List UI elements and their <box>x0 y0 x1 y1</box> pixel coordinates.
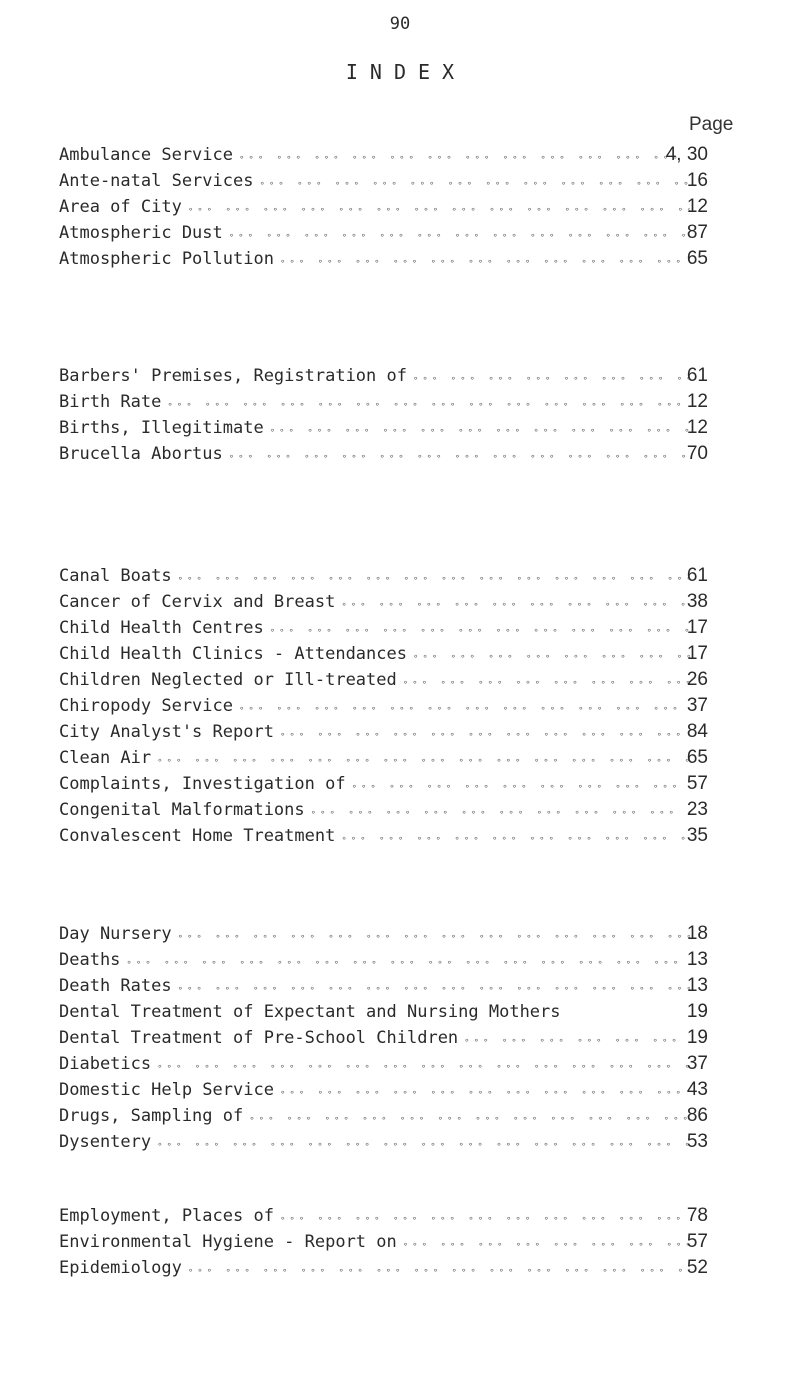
index-entry <box>0 363 800 389</box>
entry-page: 17 <box>686 617 708 638</box>
dot-leader <box>157 1132 690 1158</box>
index-entry <box>0 745 800 771</box>
page-number: 90 <box>389 14 411 34</box>
entry-text: Complaints, Investigation of <box>59 774 346 794</box>
entry-page: 26 <box>686 669 708 690</box>
index-entry <box>0 1051 800 1077</box>
entry-page: 19 <box>686 1027 708 1048</box>
index-entry <box>0 415 800 441</box>
index-entry <box>0 1103 800 1129</box>
index-entry <box>0 1229 800 1255</box>
entry-page: 38 <box>686 591 708 612</box>
entry-page: 13 <box>686 949 708 970</box>
index-entry <box>0 246 800 272</box>
entry-text: Day Nursery <box>59 924 172 944</box>
entry-text: Drugs, Sampling of <box>59 1106 244 1126</box>
index-entry <box>0 719 800 745</box>
entry-text: Ante-natal Services <box>59 171 254 191</box>
entry-page: 43 <box>686 1079 708 1100</box>
index-entry <box>0 194 800 220</box>
entry-text: Barbers' Premises, Registration of <box>59 366 407 386</box>
entry-text: Child Health Clinics - Attendances <box>59 644 407 664</box>
index-entry <box>0 168 800 194</box>
index-entry <box>0 441 800 467</box>
entry-text: Convalescent Home Treatment <box>59 826 336 846</box>
entry-page: 65 <box>686 747 708 768</box>
index-section-a <box>0 142 800 272</box>
index-title: INDEX <box>345 60 467 84</box>
entry-text: Atmospheric Dust <box>59 223 223 243</box>
index-entry <box>0 947 800 973</box>
entry-text: Birth Rate <box>59 392 162 412</box>
entry-text: City Analyst's Report <box>59 722 274 742</box>
index-entry <box>0 142 800 168</box>
index-entry <box>0 1203 800 1229</box>
index-section-e <box>0 1203 800 1281</box>
entry-text: Area of City <box>59 197 182 217</box>
entry-text: Environmental Hygiene - Report on <box>59 1232 397 1252</box>
entry-text: Clean Air <box>59 748 152 768</box>
index-entry <box>0 1077 800 1103</box>
entry-page: 12 <box>686 391 708 412</box>
entry-page: 65 <box>686 248 708 269</box>
index-entry <box>0 389 800 415</box>
entry-page: 4, 30 <box>665 144 708 165</box>
entry-text: Chiropody Service <box>59 696 233 716</box>
index-entry <box>0 999 800 1025</box>
entry-page: 13 <box>686 975 708 996</box>
index-section-b <box>0 363 800 467</box>
index-entry <box>0 641 800 667</box>
index-entry <box>0 921 800 947</box>
page-column-header: Page <box>689 114 734 135</box>
entry-text: Children Neglected or Ill-treated <box>59 670 397 690</box>
entry-text: Deaths <box>59 950 121 970</box>
entry-text: Ambulance Service <box>59 145 233 165</box>
entry-text: Diabetics <box>59 1054 152 1074</box>
index-entry <box>0 563 800 589</box>
index-entry <box>0 693 800 719</box>
entry-text: Brucella Abortus <box>59 444 223 464</box>
index-entry <box>0 823 800 849</box>
entry-page: 53 <box>686 1131 708 1152</box>
entry-page: 23 <box>686 799 708 820</box>
dot-leader <box>229 444 690 470</box>
entry-page: 57 <box>686 773 708 794</box>
entry-page: 18 <box>686 923 708 944</box>
entry-text: Dental Treatment of Pre-School Children <box>59 1028 459 1048</box>
index-entry <box>0 771 800 797</box>
entry-page: 12 <box>686 196 708 217</box>
entry-text: Congenital Malformations <box>59 800 305 820</box>
entry-page: 61 <box>686 565 708 586</box>
entry-page: 78 <box>686 1205 708 1226</box>
entry-page: 61 <box>686 365 708 386</box>
entry-page: 19 <box>686 1001 708 1022</box>
entry-text: Epidemiology <box>59 1258 182 1278</box>
entry-text: Dysentery <box>59 1132 152 1152</box>
index-entry <box>0 1255 800 1281</box>
index-entry <box>0 797 800 823</box>
entry-page: 87 <box>686 222 708 243</box>
entry-page: 37 <box>686 695 708 716</box>
entry-text: Employment, Places of <box>59 1206 274 1226</box>
entry-text: Death Rates <box>59 976 172 996</box>
entry-page: 57 <box>686 1231 708 1252</box>
entry-text: Canal Boats <box>59 566 172 586</box>
entry-text: Dental Treatment of Expectant and Nursing Mothers <box>59 1002 561 1022</box>
index-entry <box>0 973 800 999</box>
entry-page: 70 <box>686 443 708 464</box>
index-entry <box>0 589 800 615</box>
index-entry <box>0 615 800 641</box>
index-entry <box>0 1129 800 1155</box>
entry-page: 52 <box>686 1257 708 1278</box>
entry-page: 35 <box>686 825 708 846</box>
index-entry <box>0 220 800 246</box>
entry-page: 12 <box>686 417 708 438</box>
entry-page: 17 <box>686 643 708 664</box>
index-entry <box>0 1025 800 1051</box>
entry-page: 37 <box>686 1053 708 1074</box>
index-section-c <box>0 563 800 849</box>
entry-text: Atmospheric Pollution <box>59 249 274 269</box>
entry-page: 86 <box>686 1105 708 1126</box>
entry-text: Births, Illegitimate <box>59 418 264 438</box>
entry-text: Cancer of Cervix and Breast <box>59 592 336 612</box>
entry-page: 84 <box>686 721 708 742</box>
dot-leader <box>188 1258 690 1284</box>
entry-page: 16 <box>686 170 708 191</box>
index-entry <box>0 667 800 693</box>
entry-text: Domestic Help Service <box>59 1080 274 1100</box>
index-section-d <box>0 921 800 1155</box>
entry-text: Child Health Centres <box>59 618 264 638</box>
